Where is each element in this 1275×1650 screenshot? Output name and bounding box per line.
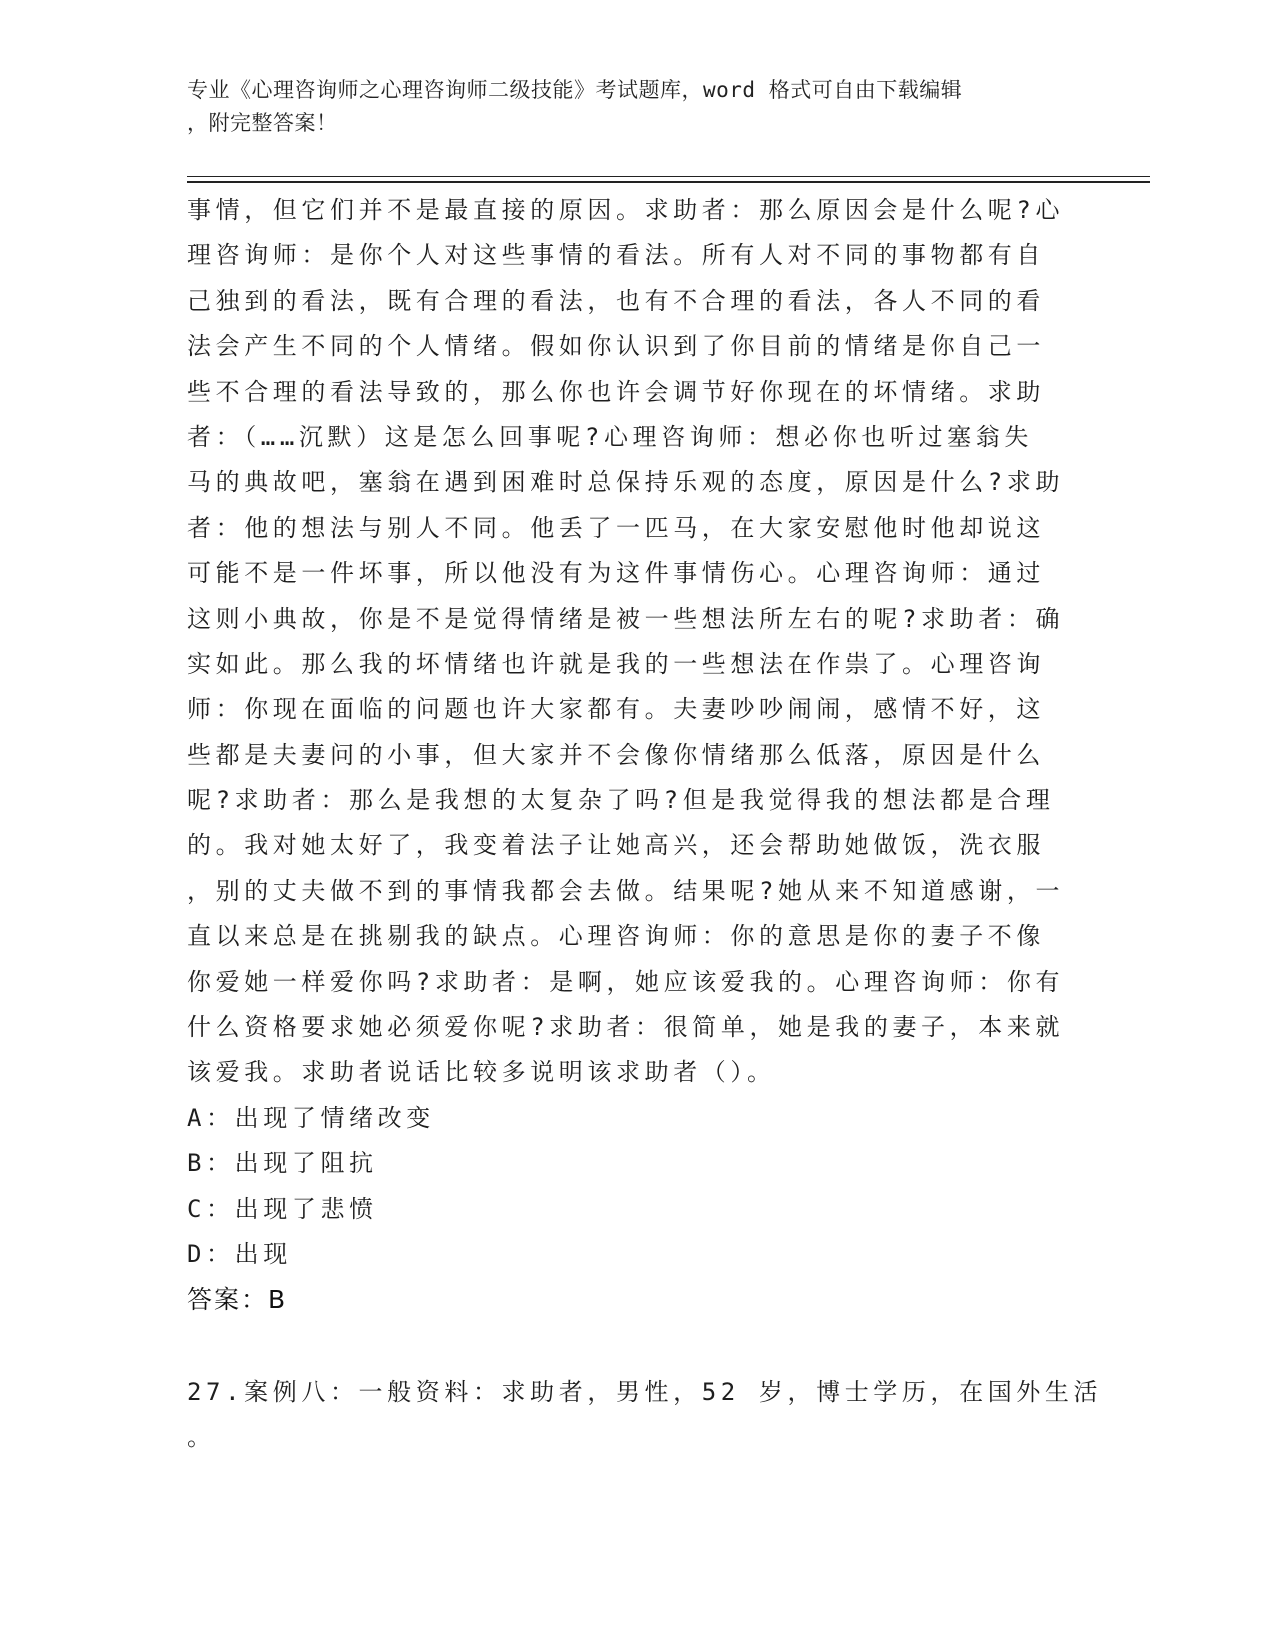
question-text-line: 些不合理的看法导致的，那么你也许会调节好你现在的坏情绪。求助 <box>187 377 1045 406</box>
question-block <box>187 188 1087 1323</box>
header-title-line-1: 专业《心理咨询师之心理咨询师二级技能》考试题库，word 格式可自由下载编辑 <box>187 78 963 102</box>
next-question-text-line: 27.案例八：一般资料：求助者，男性，52 岁，博士学历，在国外生活 <box>187 1378 1103 1406</box>
next-question-block <box>187 1370 1103 1461</box>
question-text-line: 可能不是一件坏事，所以他没有为这件事情伤心。心理咨询师：通过 <box>187 559 1045 588</box>
question-text-line: ，别的丈夫做不到的事情我都会去做。结果呢?她从来不知道感谢，一 <box>187 876 1065 905</box>
question-text-line: 者：他的想法与别人不同。他丢了一匹马，在大家安慰他时他却说这 <box>187 513 1045 542</box>
document-header <box>187 74 1067 140</box>
question-text-line: 理咨询师：是你个人对这些事情的看法。所有人对不同的事物都有自 <box>187 241 1045 270</box>
question-text-line: 事情，但它们并不是最直接的原因。求助者：那么原因会是什么呢?心 <box>187 196 1065 224</box>
question-text-line: 这则小典故，你是不是觉得情绪是被一些想法所左右的呢?求助者：确 <box>187 604 1065 633</box>
option-c: C：出现了悲愤 <box>187 1194 378 1223</box>
question-text-line: 你爱她一样爱你吗?求助者：是啊，她应该爱我的。心理咨询师：你有 <box>187 967 1065 996</box>
question-text-line: 马的典故吧，塞翁在遇到困难时总保持乐观的态度，原因是什么?求助 <box>187 468 1065 497</box>
option-d: D：出现 <box>187 1239 292 1268</box>
question-text-line: 己独到的看法，既有合理的看法，也有不合理的看法，各人不同的看 <box>187 286 1045 315</box>
question-text-line: 实如此。那么我的坏情绪也许就是我的一些想法在作祟了。心理咨询 <box>187 649 1045 678</box>
next-question-text-line: 。 <box>187 1423 216 1452</box>
question-text-line: 法会产生不同的个人情绪。假如你认识到了你目前的情绪是你自己一 <box>187 332 1045 361</box>
question-text-line: 直以来总是在挑剔我的缺点。心理咨询师：你的意思是你的妻子不像 <box>187 922 1045 951</box>
option-a: A：出现了情绪改变 <box>187 1103 435 1132</box>
option-b: B：出现了阻抗 <box>187 1149 378 1178</box>
question-text-line: 者：（……沉默）这是怎么回事呢?心理咨询师：想必你也听过塞翁失 <box>187 422 1033 451</box>
question-text-line: 的。我对她太好了，我变着法子让她高兴，还会帮助她做饭，洗衣服 <box>187 831 1045 860</box>
answer-line: 答案：B <box>187 1285 288 1315</box>
question-text-line: 呢?求助者：那么是我想的太复杂了吗?但是我觉得我的想法都是合理 <box>187 786 1055 815</box>
question-text-line: 该爱我。求助者说话比较多说明该求助者（）。 <box>187 1058 776 1087</box>
header-divider-thin <box>187 176 1150 177</box>
question-text-line: 些都是夫妻问的小事，但大家并不会像你情绪那么低落，原因是什么 <box>187 740 1045 769</box>
question-text-line: 师：你现在面临的问题也许大家都有。夫妻吵吵闹闹，感情不好，这 <box>187 695 1045 724</box>
question-text-line: 什么资格要求她必须爱你呢?求助者：很简单，她是我的妻子，本来就 <box>187 1013 1065 1042</box>
header-divider-thick <box>187 181 1150 183</box>
header-title-line-2: ，附完整答案！ <box>187 111 338 135</box>
